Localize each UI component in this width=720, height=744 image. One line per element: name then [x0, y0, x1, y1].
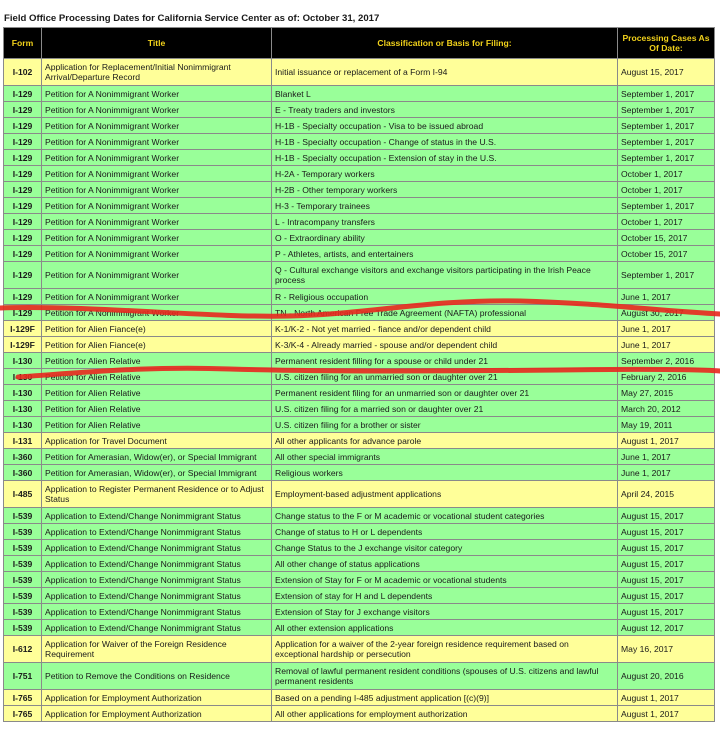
cell-classification: K-3/K-4 - Already married - spouse and/or dependent child [272, 337, 618, 353]
cell-title: Petition for Alien Relative [42, 417, 272, 433]
cell-date: March 20, 2012 [618, 401, 715, 417]
cell-date: August 15, 2017 [618, 59, 715, 86]
cell-form: I-129 [4, 305, 42, 321]
cell-date: August 30, 2017 [618, 305, 715, 321]
cell-classification: O - Extraordinary ability [272, 230, 618, 246]
column-header-form: Form [4, 28, 42, 59]
cell-classification: Employment-based adjustment applications [272, 481, 618, 508]
cell-title: Petition for A Nonimmigrant Worker [42, 305, 272, 321]
cell-date: October 15, 2017 [618, 230, 715, 246]
cell-title: Application to Extend/Change Nonimmigrant Status [42, 572, 272, 588]
cell-title: Petition for Alien Relative [42, 353, 272, 369]
cell-date: June 1, 2017 [618, 321, 715, 337]
cell-form: I-539 [4, 556, 42, 572]
cell-title: Petition for A Nonimmigrant Worker [42, 86, 272, 102]
cell-form: I-129 [4, 198, 42, 214]
table-body [4, 59, 715, 722]
cell-form: I-129 [4, 182, 42, 198]
cell-title: Application for Travel Document [42, 433, 272, 449]
table-row [4, 417, 715, 433]
cell-date: May 27, 2015 [618, 385, 715, 401]
cell-date: September 2, 2016 [618, 353, 715, 369]
column-header-date-line2: Of Date: [649, 43, 683, 53]
table-row [4, 246, 715, 262]
table-row [4, 102, 715, 118]
table-row [4, 353, 715, 369]
cell-date: October 1, 2017 [618, 166, 715, 182]
cell-title: Petition for Amerasian, Widow(er), or Special Immigrant [42, 449, 272, 465]
table-row [4, 337, 715, 353]
table-row [4, 540, 715, 556]
cell-form: I-102 [4, 59, 42, 86]
cell-title: Petition for Alien Fiance(e) [42, 337, 272, 353]
table-row [4, 59, 715, 86]
table-row [4, 433, 715, 449]
cell-title: Petition for A Nonimmigrant Worker [42, 118, 272, 134]
cell-classification: Extension of Stay for J exchange visitors [272, 604, 618, 620]
cell-date: May 19, 2011 [618, 417, 715, 433]
cell-form: I-539 [4, 508, 42, 524]
cell-date: September 1, 2017 [618, 102, 715, 118]
cell-title: Petition for A Nonimmigrant Worker [42, 246, 272, 262]
cell-classification: All other applications for employment authorization [272, 706, 618, 722]
cell-title: Petition for A Nonimmigrant Worker [42, 166, 272, 182]
cell-classification: Religious workers [272, 465, 618, 481]
cell-classification: Permanent resident filing for an unmarried son or daughter over 21 [272, 385, 618, 401]
cell-classification: Based on a pending I-485 adjustment application [(c)(9)] [272, 690, 618, 706]
column-header-date [618, 28, 715, 59]
cell-classification: All other extension applications [272, 620, 618, 636]
cell-form: I-539 [4, 524, 42, 540]
cell-classification: H-1B - Specialty occupation - Extension of stay in the U.S. [272, 150, 618, 166]
cell-classification: R - Religious occupation [272, 289, 618, 305]
cell-date: April 24, 2015 [618, 481, 715, 508]
cell-classification: All other change of status applications [272, 556, 618, 572]
table-row [4, 481, 715, 508]
cell-date: August 1, 2017 [618, 706, 715, 722]
cell-classification: E - Treaty traders and investors [272, 102, 618, 118]
table-row [4, 166, 715, 182]
cell-classification: Initial issuance or replacement of a Form I-94 [272, 59, 618, 86]
cell-form: I-539 [4, 572, 42, 588]
page-title: Field Office Processing Dates for California Service Center as of: October 31, 2017 [4, 13, 380, 24]
cell-classification: U.S. citizen filing for a married son or daughter over 21 [272, 401, 618, 417]
cell-title: Petition for Alien Relative [42, 401, 272, 417]
cell-date: June 1, 2017 [618, 449, 715, 465]
table-row [4, 321, 715, 337]
table-row [4, 401, 715, 417]
cell-title: Application for Employment Authorization [42, 706, 272, 722]
cell-classification: Blanket L [272, 86, 618, 102]
table-row [4, 706, 715, 722]
cell-date: August 20, 2016 [618, 663, 715, 690]
table-row [4, 305, 715, 321]
cell-date: September 1, 2017 [618, 86, 715, 102]
cell-form: I-539 [4, 588, 42, 604]
table-row [4, 604, 715, 620]
cell-title: Petition for A Nonimmigrant Worker [42, 102, 272, 118]
cell-date: June 1, 2017 [618, 337, 715, 353]
cell-title: Petition for A Nonimmigrant Worker [42, 198, 272, 214]
cell-form: I-130 [4, 417, 42, 433]
cell-date: June 1, 2017 [618, 289, 715, 305]
cell-title: Petition for A Nonimmigrant Worker [42, 214, 272, 230]
cell-form: I-539 [4, 604, 42, 620]
cell-title: Petition for Alien Fiance(e) [42, 321, 272, 337]
cell-title: Application to Extend/Change Nonimmigrant Status [42, 556, 272, 572]
cell-date: June 1, 2017 [618, 465, 715, 481]
table-row [4, 262, 715, 289]
cell-form: I-129 [4, 214, 42, 230]
cell-date: February 2, 2016 [618, 369, 715, 385]
cell-date: August 15, 2017 [618, 524, 715, 540]
cell-form: I-612 [4, 636, 42, 663]
cell-title: Petition to Remove the Conditions on Residence [42, 663, 272, 690]
cell-classification: Change status to the F or M academic or vocational student categories [272, 508, 618, 524]
cell-date: August 15, 2017 [618, 588, 715, 604]
cell-classification: U.S. citizen filing for an unmarried son or daughter over 21 [272, 369, 618, 385]
table-row [4, 198, 715, 214]
cell-form: I-765 [4, 690, 42, 706]
cell-form: I-485 [4, 481, 42, 508]
table-row [4, 385, 715, 401]
cell-title: Petition for A Nonimmigrant Worker [42, 150, 272, 166]
cell-classification: H-1B - Specialty occupation - Change of status in the U.S. [272, 134, 618, 150]
cell-form: I-129 [4, 262, 42, 289]
cell-date: August 15, 2017 [618, 572, 715, 588]
cell-classification: H-2B - Other temporary workers [272, 182, 618, 198]
cell-classification: All other applicants for advance parole [272, 433, 618, 449]
cell-form: I-129 [4, 289, 42, 305]
cell-form: I-129F [4, 337, 42, 353]
cell-form: I-129 [4, 166, 42, 182]
cell-date: August 1, 2017 [618, 690, 715, 706]
table-row [4, 588, 715, 604]
cell-classification: Removal of lawful permanent resident conditions (spouses of U.S. citizens and lawful permanent residents [272, 663, 618, 690]
table-row [4, 369, 715, 385]
cell-date: August 15, 2017 [618, 556, 715, 572]
cell-classification: H-3 - Temporary trainees [272, 198, 618, 214]
table-row [4, 572, 715, 588]
cell-form: I-539 [4, 540, 42, 556]
cell-classification: Change Status to the J exchange visitor category [272, 540, 618, 556]
cell-title: Application to Extend/Change Nonimmigrant Status [42, 508, 272, 524]
cell-classification: All other special immigrants [272, 449, 618, 465]
cell-form: I-129 [4, 134, 42, 150]
cell-classification: Application for a waiver of the 2-year foreign residence requirement based on exceptional hardship or persecution [272, 636, 618, 663]
cell-form: I-360 [4, 449, 42, 465]
cell-title: Application to Extend/Change Nonimmigrant Status [42, 604, 272, 620]
cell-form: I-130 [4, 385, 42, 401]
cell-date: August 15, 2017 [618, 508, 715, 524]
table-row [4, 230, 715, 246]
cell-form: I-751 [4, 663, 42, 690]
cell-form: I-130 [4, 401, 42, 417]
cell-form: I-129F [4, 321, 42, 337]
table-row [4, 465, 715, 481]
cell-form: I-129 [4, 230, 42, 246]
cell-title: Application to Extend/Change Nonimmigrant Status [42, 524, 272, 540]
cell-date: October 15, 2017 [618, 246, 715, 262]
cell-form: I-129 [4, 246, 42, 262]
table-row [4, 690, 715, 706]
cell-date: October 1, 2017 [618, 182, 715, 198]
table-row [4, 524, 715, 540]
cell-title: Application for Waiver of the Foreign Residence Requirement [42, 636, 272, 663]
cell-title: Application for Employment Authorization [42, 690, 272, 706]
cell-classification: K-1/K-2 - Not yet married - fiance and/or dependent child [272, 321, 618, 337]
table-row [4, 182, 715, 198]
column-header-title: Title [42, 28, 272, 59]
cell-date: September 1, 2017 [618, 262, 715, 289]
cell-title: Petition for Alien Relative [42, 369, 272, 385]
cell-title: Application to Extend/Change Nonimmigrant Status [42, 540, 272, 556]
table-row [4, 86, 715, 102]
cell-date: August 15, 2017 [618, 540, 715, 556]
cell-title: Petition for A Nonimmigrant Worker [42, 262, 272, 289]
table-row [4, 289, 715, 305]
cell-title: Petition for A Nonimmigrant Worker [42, 182, 272, 198]
table-row [4, 663, 715, 690]
cell-title: Petition for A Nonimmigrant Worker [42, 230, 272, 246]
cell-title: Application to Register Permanent Residence or to Adjust Status [42, 481, 272, 508]
cell-date: May 16, 2017 [618, 636, 715, 663]
cell-date: September 1, 2017 [618, 118, 715, 134]
cell-form: I-129 [4, 118, 42, 134]
cell-form: I-765 [4, 706, 42, 722]
cell-form: I-129 [4, 86, 42, 102]
cell-form: I-539 [4, 620, 42, 636]
cell-date: September 1, 2017 [618, 134, 715, 150]
cell-date: August 15, 2017 [618, 604, 715, 620]
cell-classification: U.S. citizen filing for a brother or sister [272, 417, 618, 433]
cell-date: September 1, 2017 [618, 150, 715, 166]
cell-title: Petition for A Nonimmigrant Worker [42, 134, 272, 150]
cell-classification: H-1B - Specialty occupation - Visa to be issued abroad [272, 118, 618, 134]
cell-title: Petition for Alien Relative [42, 385, 272, 401]
cell-classification: Extension of stay for H and L dependents [272, 588, 618, 604]
table-row [4, 150, 715, 166]
cell-title: Application to Extend/Change Nonimmigrant Status [42, 620, 272, 636]
table-row [4, 214, 715, 230]
cell-date: August 1, 2017 [618, 433, 715, 449]
cell-classification: Q - Cultural exchange visitors and exchange visitors participating in the Irish Peace process [272, 262, 618, 289]
cell-title: Petition for Amerasian, Widow(er), or Special Immigrant [42, 465, 272, 481]
cell-form: I-129 [4, 150, 42, 166]
cell-classification: P - Athletes, artists, and entertainers [272, 246, 618, 262]
table-row [4, 620, 715, 636]
cell-classification: TN - North American Free Trade Agreement (NAFTA) professional [272, 305, 618, 321]
table-row [4, 449, 715, 465]
cell-form: I-360 [4, 465, 42, 481]
cell-form: I-129 [4, 102, 42, 118]
table-row [4, 508, 715, 524]
cell-classification: Extension of Stay for F or M academic or vocational students [272, 572, 618, 588]
table-header-row [4, 28, 715, 59]
cell-form: I-130 [4, 369, 42, 385]
column-header-date-line1: Processing Cases As [622, 33, 710, 43]
cell-title: Application to Extend/Change Nonimmigrant Status [42, 588, 272, 604]
cell-classification: H-2A - Temporary workers [272, 166, 618, 182]
cell-date: October 1, 2017 [618, 214, 715, 230]
cell-classification: Permanent resident filling for a spouse or child under 21 [272, 353, 618, 369]
table-row [4, 556, 715, 572]
table-row [4, 636, 715, 663]
cell-classification: Change of status to H or L dependents [272, 524, 618, 540]
cell-form: I-130 [4, 353, 42, 369]
cell-classification: L - Intracompany transfers [272, 214, 618, 230]
cell-date: September 1, 2017 [618, 198, 715, 214]
table-row [4, 134, 715, 150]
processing-dates-table [3, 27, 715, 722]
cell-date: August 12, 2017 [618, 620, 715, 636]
cell-title: Application for Replacement/Initial Nonimmigrant Arrival/Departure Record [42, 59, 272, 86]
cell-form: I-131 [4, 433, 42, 449]
table-row [4, 118, 715, 134]
cell-title: Petition for A Nonimmigrant Worker [42, 289, 272, 305]
column-header-classification: Classification or Basis for Filing: [272, 28, 618, 59]
